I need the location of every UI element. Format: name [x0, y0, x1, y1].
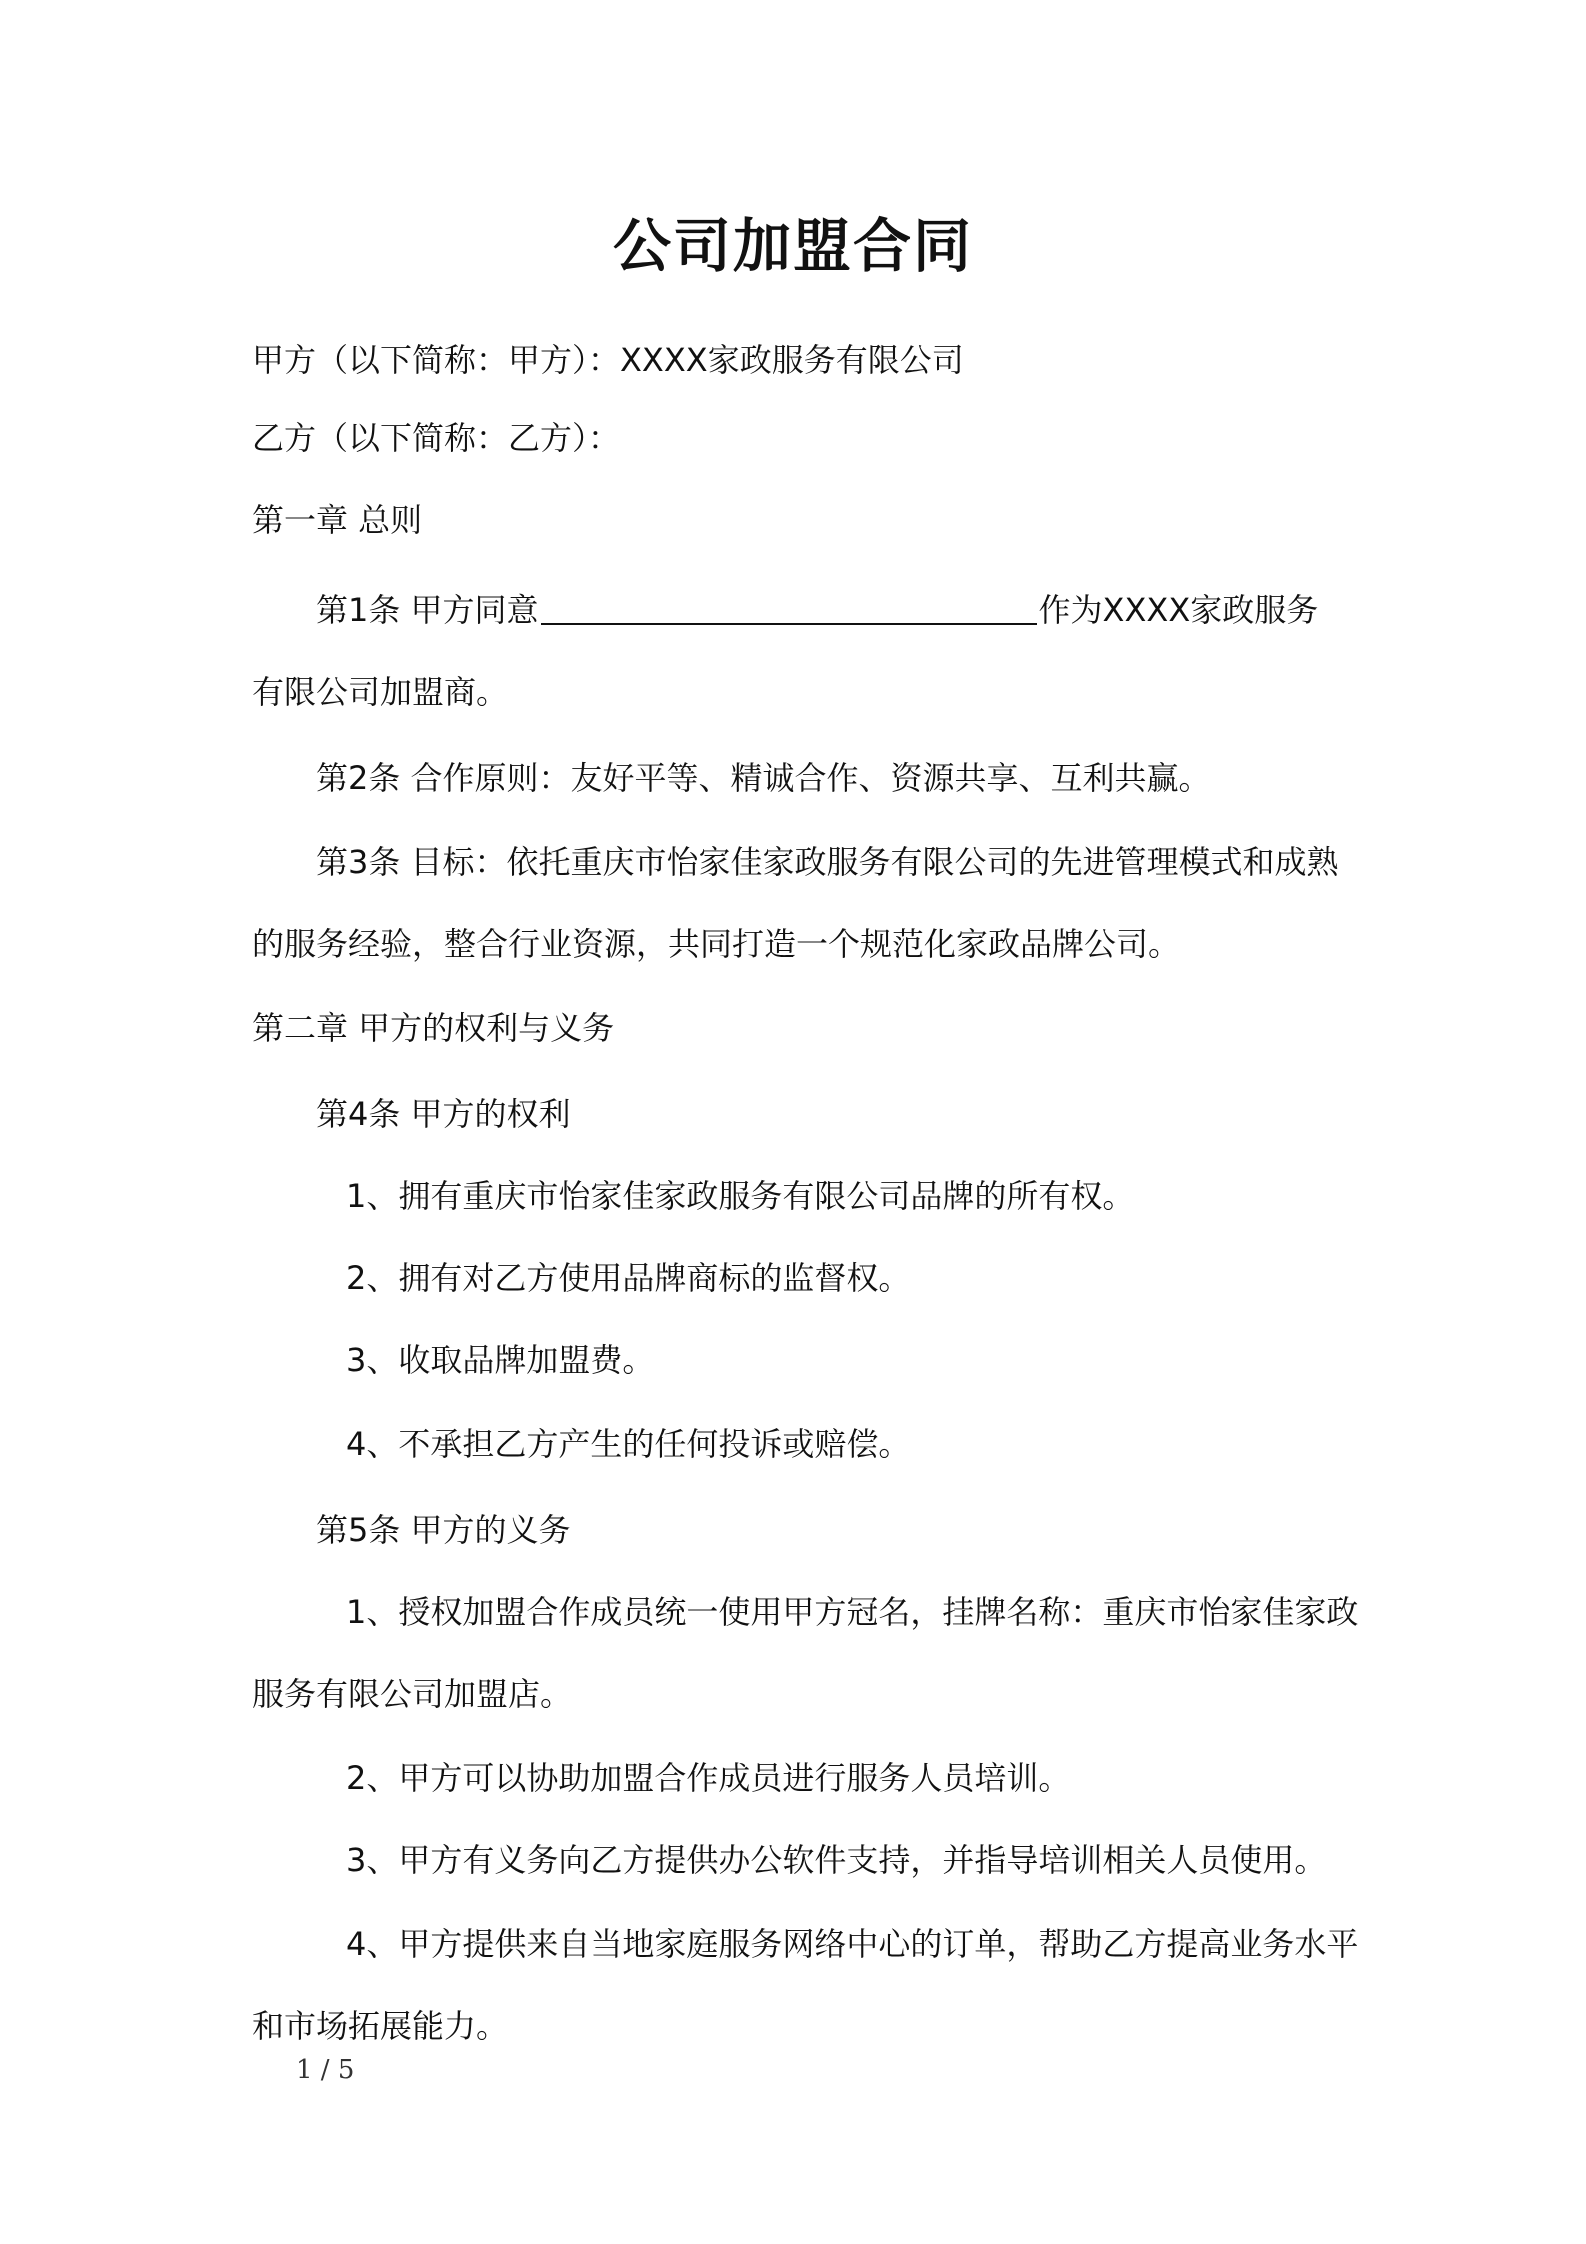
- page-number: 1 / 5: [296, 2055, 355, 2085]
- party-b-line: 乙方（以下简称：乙方）：: [252, 419, 621, 457]
- duty-item-1-line-1: 1、授权加盟合作成员统一使用甲方冠名，挂牌名称：重庆市怡家佳家政: [346, 1593, 1359, 1631]
- right-item-4: 4、不承担乙方产生的任何投诉或赔偿。: [346, 1425, 911, 1463]
- article-3-line-1: 第3条 目标：依托重庆市怡家佳家政服务有限公司的先进管理模式和成熟: [316, 843, 1339, 881]
- duty-item-1-line-2: 服务有限公司加盟店。: [252, 1675, 573, 1713]
- article-5-heading: 第5条 甲方的义务: [316, 1511, 571, 1549]
- article-2: 第2条 合作原则：友好平等、精诚合作、资源共享、互利共赢。: [316, 759, 1211, 797]
- article-1: [316, 588, 1318, 632]
- chapter-2-heading: 第二章 甲方的权利与义务: [252, 1009, 615, 1047]
- right-item-3: 3、收取品牌加盟费。: [346, 1341, 655, 1379]
- chapter-1-heading: 第一章 总则: [252, 501, 423, 539]
- duty-item-4-line-1: 4、甲方提供来自当地家庭服务网络中心的订单，帮助乙方提高业务水平: [346, 1925, 1359, 1963]
- right-item-2: 2、拥有对乙方使用品牌商标的监督权。: [346, 1259, 911, 1297]
- article-1-text-start: 第1条 甲方同意: [316, 591, 539, 629]
- article-4-heading: 第4条 甲方的权利: [316, 1095, 571, 1133]
- fill-in-blank-line[interactable]: [541, 593, 1037, 625]
- article-1-continuation: 有限公司加盟商。: [252, 673, 509, 711]
- contract-title: 公司加盟合同: [612, 212, 973, 280]
- article-1-text-end: 作为XXXX家政服务: [1038, 591, 1319, 629]
- duty-item-3: 3、甲方有义务向乙方提供办公软件支持，并指导培训相关人员使用。: [346, 1841, 1327, 1879]
- duty-item-2: 2、甲方可以协助加盟合作成员进行服务人员培训。: [346, 1759, 1071, 1797]
- duty-item-4-line-2: 和市场拓展能力。: [252, 2007, 509, 2045]
- right-item-1: 1、拥有重庆市怡家佳家政服务有限公司品牌的所有权。: [346, 1177, 1135, 1215]
- party-a-line: 甲方（以下简称：甲方）：XXXX家政服务有限公司: [252, 341, 964, 379]
- article-3-line-2: 的服务经验，整合行业资源，共同打造一个规范化家政品牌公司。: [252, 925, 1181, 963]
